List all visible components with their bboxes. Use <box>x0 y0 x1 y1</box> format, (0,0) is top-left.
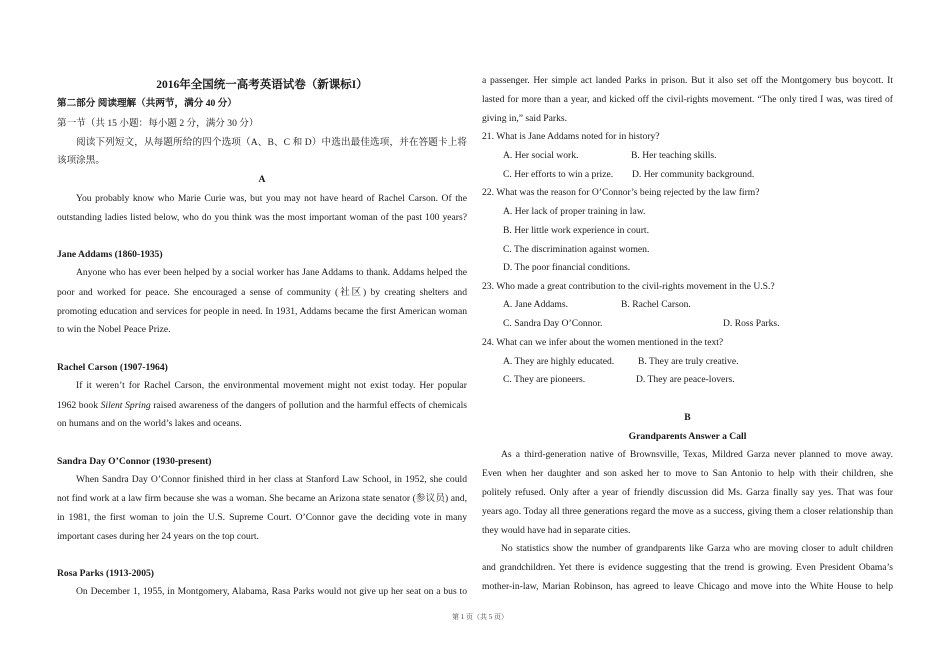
paragraph-line: You probably know who Marie Curie was, but you may not have heard of Rachel Carson. Of the <box>76 193 467 204</box>
answer-option: D. They are peace-lovers. <box>636 374 735 385</box>
book-title: Silent Spring <box>100 400 151 411</box>
paragraph-line: they would have had in separate cities. <box>482 525 631 536</box>
answer-option: D. The poor financial conditions. <box>503 262 631 273</box>
paragraph-line: If it weren’t for Rachel Carson, the environmental movement might not exist today. Her popular <box>76 380 467 391</box>
answer-option: C. The discrimination against women. <box>503 244 650 255</box>
text-fragment: 1962 book <box>57 400 101 411</box>
answer-option: A. They are highly educated. <box>503 356 615 367</box>
section-title: Sandra Day O’Connor (1930-present) <box>57 456 212 467</box>
paragraph-line: When Sandra Day O’Connor finished third in her class at Stanford Law School, in 1952, she could <box>76 474 467 485</box>
answer-option: B. They are truly creative. <box>638 356 739 367</box>
paragraph-line: a passenger. Her simple act landed Parks in prison. But it also set off the Montgomery bus boycott. It <box>482 75 893 86</box>
part-heading: 第二部分 阅读理解（共两节，满分 40 分） <box>57 98 237 109</box>
instruction-line: 阅读下列短文，从每题所给的四个选项（A、B、C 和 D）中选出最佳选项，并在答题卡上将 <box>76 137 467 148</box>
paragraph-line: not find work at a law firm because she was a woman. She became an Arizona state senator (参议员) and, <box>57 493 467 504</box>
paragraph-line: No statistics show the number of grandparents like Garza who are moving closer to adult children <box>501 543 893 554</box>
paragraph-line: giving in,” said Parks. <box>482 113 568 124</box>
answer-option: C. Sandra Day O’Connor. <box>503 318 603 329</box>
section-title: Rosa Parks (1913-2005) <box>57 568 154 579</box>
paragraph-line: to win the Nobel Peace Prize. <box>57 324 171 335</box>
instruction-line: 该项涂黑。 <box>57 155 105 166</box>
paragraph-line: As a third-generation native of Brownsville, Texas, Mildred Garza never planned to move away. <box>501 449 893 460</box>
paragraph-line: On December 1, 1955, in Montgomery, Alabama, Rasa Parks would not give up her seat on a bus to <box>76 586 467 597</box>
paragraph-line: outstanding ladies listed below, who do you think was the most important woman of the past 100 years? <box>57 212 467 223</box>
paragraph-line: Even when her daughter and son asked her to move to San Antonio to help with their children, she <box>482 468 893 479</box>
paragraph-line: and grandchildren. Yet there is evidence suggesting that the trend is growing. Even President Obama’s <box>482 562 893 573</box>
paragraph-line: promoting education and services for people in need. In 1931, Addams became the first American woman <box>57 306 467 317</box>
question-stem: 23. Who made a great contribution to the civil-rights movement in the U.S.? <box>482 281 775 292</box>
answer-option: B. Rachel Carson. <box>621 299 691 310</box>
paragraph-line: important cases during her 24 years on the top court. <box>57 531 259 542</box>
answer-option: D. Her community background. <box>632 169 755 180</box>
paragraph-line: poor and worked for peace. She encouraged a sense of community (社区) by creating shelters and <box>57 287 467 298</box>
answer-option: B. Her little work experience in court. <box>503 225 649 236</box>
page-footer: 第 1 页（共 5 页） <box>452 613 508 621</box>
paragraph-line: mother-in-law, Marian Robinson, has agreed to leave Chicago and move into the White House to help <box>482 581 893 592</box>
answer-option: D. Ross Parks. <box>723 318 780 329</box>
section-title: Jane Addams (1860-1935) <box>57 249 163 260</box>
answer-option: C. Her efforts to win a prize. <box>503 169 614 180</box>
section-heading: 第一节（共 15 小题：每小题 2 分，满分 30 分） <box>57 118 259 129</box>
question-stem: 21. What is Jane Addams noted for in history? <box>482 131 660 142</box>
page-title: 2016年全国统一高考英语试卷（新课标I） <box>156 79 368 91</box>
section-title: Rachel Carson (1907-1964) <box>57 362 168 373</box>
paragraph-line: in 1981, the first woman to join the U.S. Supreme Court. O’Connor gave the deciding vote in many <box>57 512 467 523</box>
answer-option: A. Jane Addams. <box>503 299 569 310</box>
paragraph-line: politely refused. Only after a year of friendly discussion did Ms. Garza finally say yes. That was four <box>482 487 893 498</box>
paragraph-line: Anyone who has ever been helped by a social worker has Jane Addams to thank. Addams helped the <box>76 267 467 278</box>
paragraph-line <box>57 397 467 415</box>
passage-label: B <box>684 412 691 423</box>
question-stem: 22. What was the reason for O’Connor’s being rejected by the law firm? <box>482 187 760 198</box>
passage-title: Grandparents Answer a Call <box>628 431 747 442</box>
text-fragment: raised awareness of the dangers of pollution and the harmful effects of chemicals <box>150 400 467 411</box>
paragraph-line: on humans and on the world’s lakes and oceans. <box>57 418 242 429</box>
answer-option: A. Her social work. <box>503 150 579 161</box>
answer-option: A. Her lack of proper training in law. <box>503 206 646 217</box>
answer-option: C. They are pioneers. <box>503 374 586 385</box>
answer-option: B. Her teaching skills. <box>631 150 717 161</box>
paragraph-line: lasted for more than a year, and kicked off the civil-rights movement. “The only tired I was, was tired of <box>482 94 893 105</box>
paragraph-line: years ago. Today all three generations regard the move as a success, giving them a closer relationship than <box>482 506 893 517</box>
question-stem: 24. What can we infer about the women mentioned in the text? <box>482 337 724 348</box>
passage-label: A <box>258 174 266 185</box>
